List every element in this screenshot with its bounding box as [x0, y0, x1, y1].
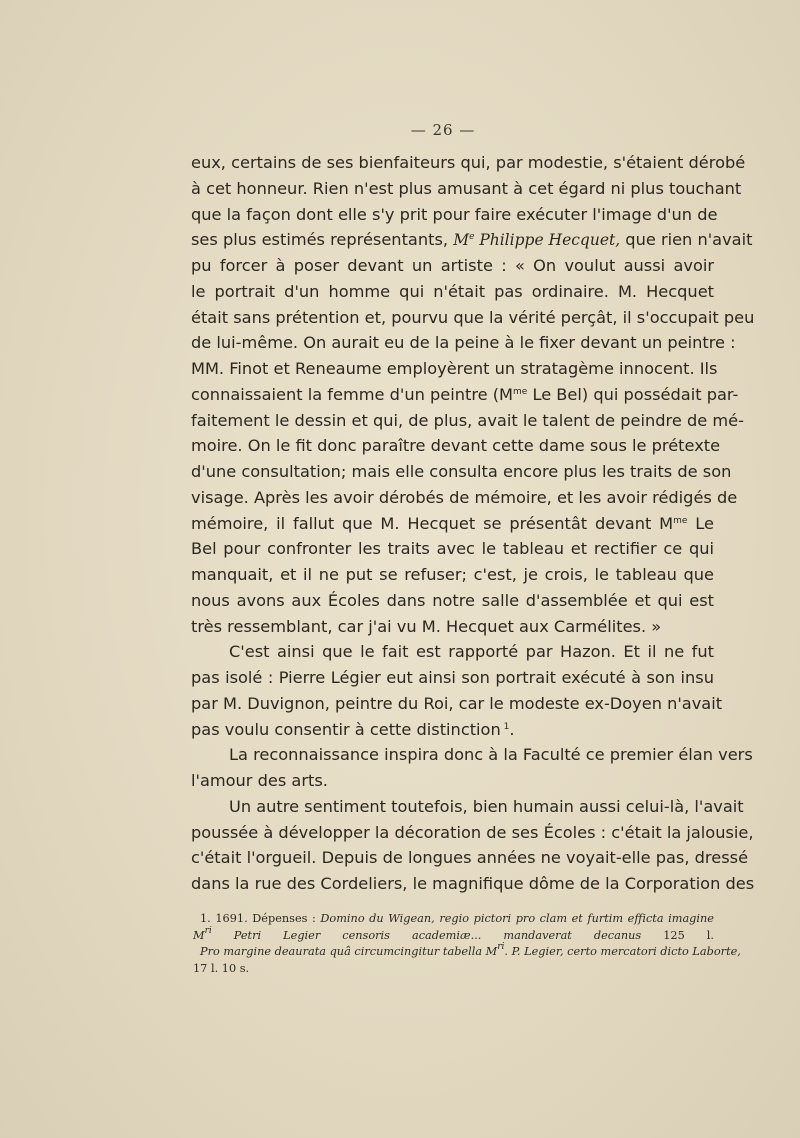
page-number: — 26 —: [410, 121, 476, 139]
text-line: le portrait d'un homme qui n'était pas ordinaire. M. Hecquet: [191, 281, 714, 301]
text-fragment: pas voulu consentir à cette distinction: [191, 719, 501, 739]
text-line: Un autre sentiment toutefois, bien humain aussi celui-là, l'avait: [229, 796, 744, 816]
footnote-lead: 1. 1691. Dépenses :: [200, 912, 321, 925]
text-line: pas isolé : Pierre Légier eut ainsi son portrait exécuté à son insu: [191, 668, 714, 687]
text-line: [191, 717, 714, 743]
footnote-abbrev-sup: ri: [204, 925, 212, 936]
footnote-line: 17 l. 10 s.: [193, 961, 250, 975]
title-abbrev-sup: e: [469, 232, 475, 243]
footnote-abbrev: M: [193, 928, 205, 942]
text-line: de lui-même. On aurait eu de la peine à le fixer devant un peintre :: [191, 333, 736, 353]
text-line: était sans prétention et, pourvu que la vérité perçât, il s'occupait peu: [191, 307, 755, 327]
text-line: [191, 511, 714, 537]
text-line: eux, certains de ses bienfaiteurs qui, par modestie, s'étaient dérobé: [191, 153, 746, 172]
title-abbrev: M: [453, 231, 470, 250]
text-line: très ressemblant, car j'ai vu M. Hecquet aux Carmélites. »: [191, 616, 662, 636]
text-line: manquait, et il ne put se refuser; c'est, je crois, le tableau que: [191, 565, 714, 584]
text-line: à cet honneur. Rien n'est plus amusant à cet égard ni plus touchant: [191, 178, 742, 198]
text-line: l'amour des arts.: [191, 771, 328, 790]
text-fragment: que rien n'avait: [620, 230, 753, 250]
text-line: d'une consultation; mais elle consulta encore plus les traits de son: [191, 462, 732, 481]
text-line: C'est ainsi que le fait est rapporté par Hazon. Et il ne fut: [229, 642, 714, 662]
title-abbrev-sup: me: [513, 386, 528, 397]
text-fragment: .: [509, 719, 515, 739]
title-abbrev-sup: me: [673, 515, 688, 526]
text-line: nous avons aux Écoles dans notre salle d'assemblée et qui est: [191, 590, 714, 610]
person-name: [453, 231, 620, 249]
footnote-line: [193, 925, 714, 945]
footnote-amount: 125 l.: [641, 928, 714, 942]
footnotes: [193, 911, 741, 977]
text-line: faitement le dessin et qui, de plus, avait le talent de peindre de mé-: [191, 410, 744, 430]
footnote-latin-text: Pro margine deaurata quâ circumcingitur tabella M: [200, 945, 498, 958]
footnote-latin: [200, 942, 741, 958]
text-line: par M. Duvignon, peintre du Roi, car le modeste ex-Doyen n'avait: [191, 693, 723, 713]
text-line: moire. On le fit donc paraître devant cette dame sous le prétexte: [191, 436, 721, 456]
body-text: [191, 150, 755, 897]
footnote-line: [200, 942, 741, 961]
text-fragment: mémoire, il fallut que M. Hecquet se présentât devant M: [191, 513, 674, 533]
footnote-latin-text: Petri Legier censoris academiæ... mandaverat decanus: [211, 928, 642, 942]
text-line: [191, 382, 739, 408]
text-line: La reconnaissance inspira donc à la Faculté ce premier élan vers: [229, 745, 753, 765]
text-line: pu forcer à poser devant un artiste : « On voulut aussi avoir: [191, 256, 714, 275]
text-line: visage. Après les avoir dérobés de mémoire, et les avoir rédigés de: [191, 487, 738, 507]
footnote-ref: 1: [500, 721, 510, 732]
person-name-text: Philippe Hecquet,: [474, 231, 621, 250]
footnote-line: [200, 911, 714, 928]
text-line: c'était l'orgueil. Depuis de longues années ne voyait-elle pas, dressé: [191, 848, 749, 868]
text-fragment: ses plus estimés représentants,: [191, 230, 449, 250]
footnote-abbrev-sup: ri: [497, 942, 505, 952]
text-line: dans la rue des Cordeliers, le magnifique dôme de la Corporation des: [191, 874, 755, 893]
text-line: MM. Finot et Reneaume employèrent un stratagème innocent. Ils: [191, 359, 718, 378]
text-fragment: connaissaient la femme d'un peintre (M: [191, 384, 514, 404]
text-line: poussée à développer la décoration de ses Écoles : c'était la jalousie,: [191, 822, 754, 842]
text-fragment: Le: [687, 513, 714, 533]
footnote-latin-text: . P. Legier, certo mercatori dicto Laborte,: [504, 945, 741, 958]
footnote-latin: Domino du Wigean, regio pictori pro clam et furtim efficta imagine: [320, 912, 714, 925]
footnote-latin: [193, 925, 642, 942]
text-line: que la façon dont elle s'y prit pour faire exécuter l'image d'un de: [191, 204, 718, 224]
text-line: Bel pour confronter les traits avec le tableau et rectifier ce qui: [191, 539, 714, 559]
text-line: [191, 227, 753, 253]
text-fragment: Le Bel) qui possédait par-: [527, 384, 739, 404]
